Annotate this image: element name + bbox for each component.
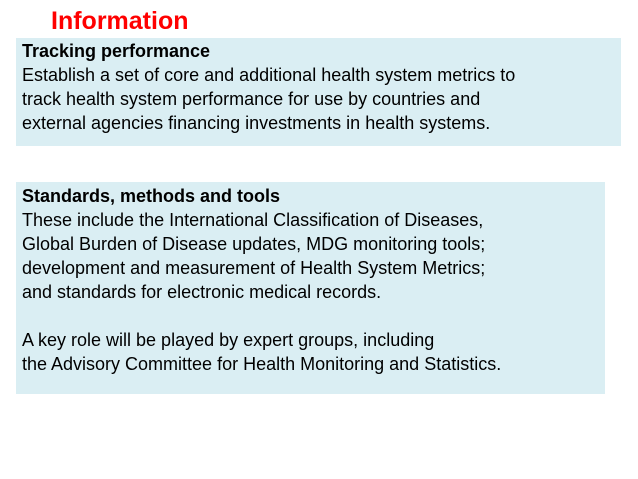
paragraph-gap bbox=[22, 304, 605, 328]
standards-heading: Standards, methods and tools bbox=[22, 186, 281, 206]
standards-note-line: A key role will be played by expert groups, including bbox=[22, 330, 435, 350]
slide-title: Information bbox=[51, 7, 189, 35]
tracking-line: track health system performance for use by countries and bbox=[22, 89, 481, 109]
standards-note-line: the Advisory Committee for Health Monitoring and Statistics. bbox=[22, 354, 502, 374]
tracking-line: Establish a set of core and additional health system metrics to bbox=[22, 65, 516, 85]
tracking-performance-box bbox=[16, 38, 621, 146]
standards-line: Global Burden of Disease updates, MDG monitoring tools; bbox=[22, 234, 486, 254]
standards-line: These include the International Classification of Diseases, bbox=[22, 210, 484, 230]
standards-box bbox=[16, 182, 605, 394]
tracking-heading: Tracking performance bbox=[22, 41, 211, 61]
standards-line: and standards for electronic medical records. bbox=[22, 282, 382, 302]
standards-line: development and measurement of Health System Metrics; bbox=[22, 258, 486, 278]
tracking-line: external agencies financing investments in health systems. bbox=[22, 113, 491, 133]
